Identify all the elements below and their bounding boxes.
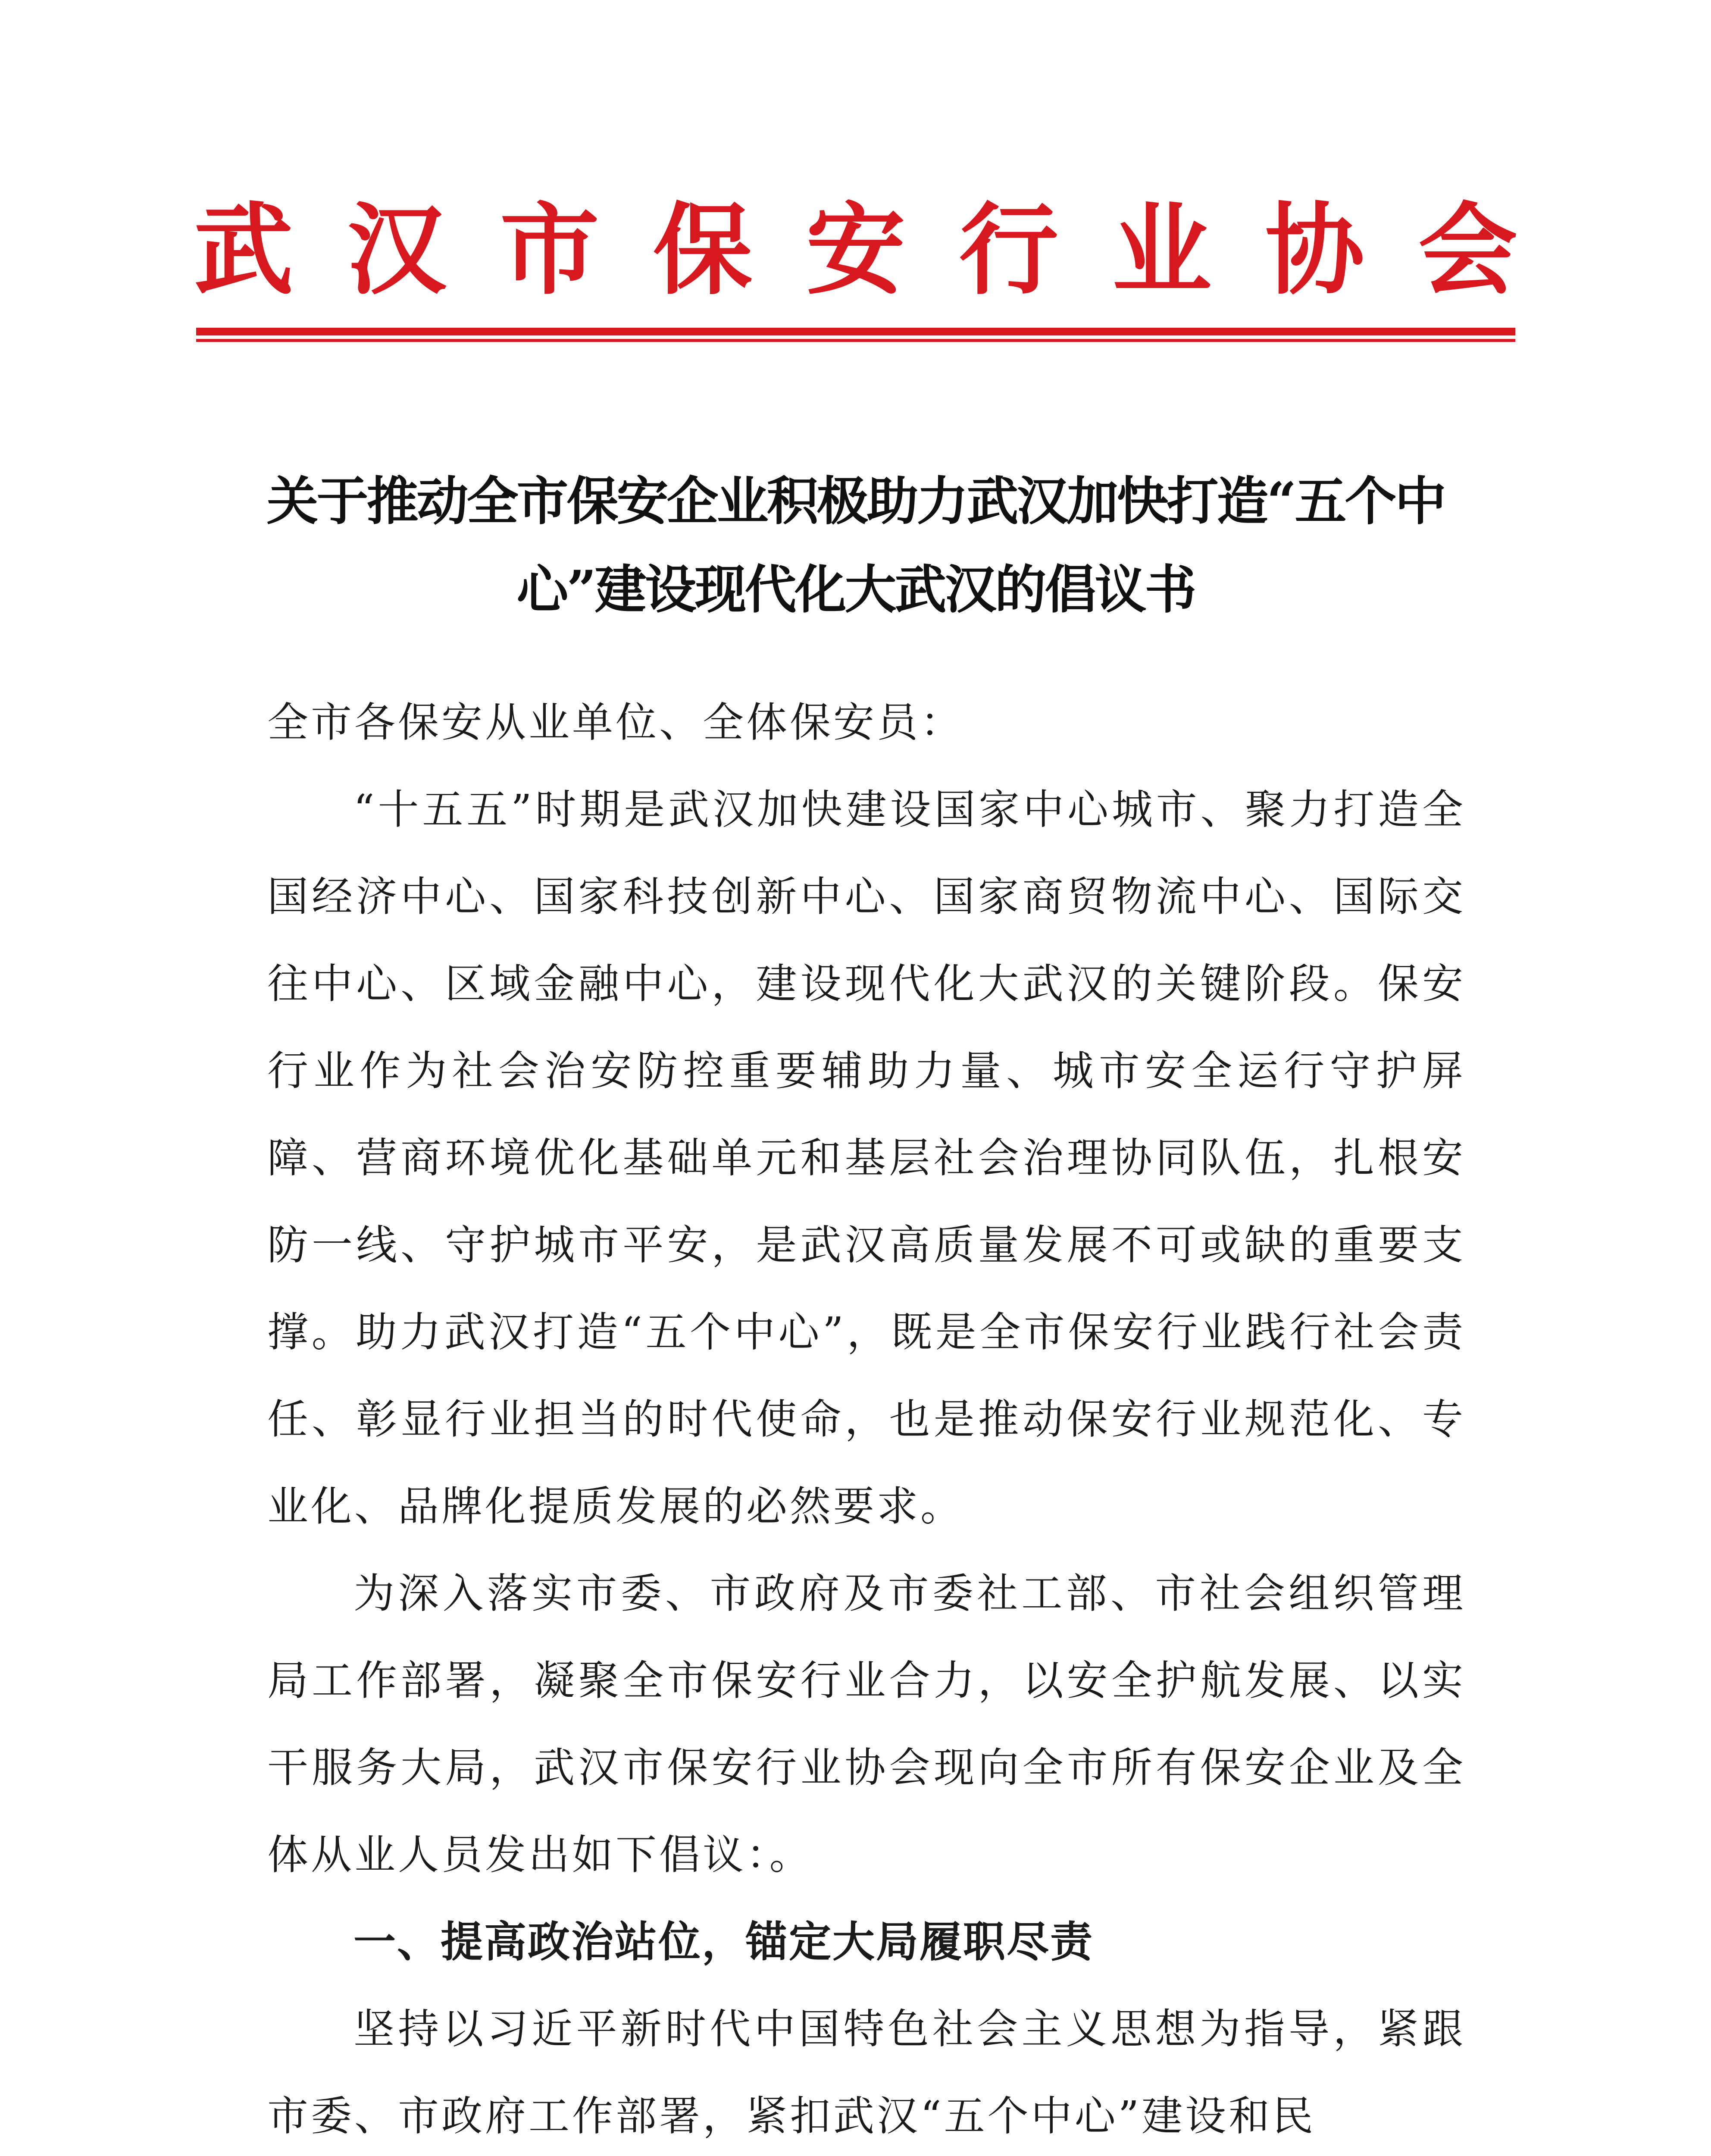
body-paragraph: “十五五”时期是武汉加快建设国家中心城市、聚力打造全国经济中心、国家科技创新中心、国家商贸物流中心、国际交往中心、区域金融中心，建设现代化大武汉的关键阶段。保安行业作为社会治安防控重要辅助力量、城市安全运行守护屏障、营商环境优化基础单元和基层社会治理协同队伍，扎根安防一线、守护城市平安，是武汉高质量发展不可或缺的重要支撑。助力武汉打造“五个中心”，既是全市保安行业践行社会责任、彰显行业担当的时代使命，也是推动保安行业规范化、专业化、品牌化提质发展的必然要求。 — [267, 786, 1466, 1530]
letterhead-char: 协 — [1265, 192, 1364, 308]
salutation: 全市各保安从业单位、全体保安员： — [267, 699, 964, 746]
letterhead-divider-thin — [196, 339, 1515, 342]
letterhead-char: 保 — [653, 192, 752, 308]
section-heading: 一、提高政治站位，锚定大局履职尽责 — [353, 1918, 1094, 1967]
letterhead-char: 会 — [1418, 192, 1517, 308]
letterhead-char: 武 — [194, 192, 294, 308]
body-paragraph: 坚持以习近平新时代中国特色社会主义思想为指导，紧跟市委、市政府工作部署，紧扣武汉“五个中心”建设和民 — [267, 2006, 1466, 2140]
letterhead-char: 行 — [959, 192, 1058, 308]
letterhead-char: 安 — [806, 192, 905, 308]
letterhead-char: 汉 — [347, 192, 446, 308]
letterhead-char: 市 — [500, 192, 599, 308]
document-title: 关于推动全市保安企业积极助力武汉加快打造“五个中心”建设现代化大武汉的倡议书 — [266, 471, 1445, 620]
body-paragraph: 为深入落实市委、市政府及市委社工部、市社会组织管理局工作部署，凝聚全市保安行业合力，以安全护航发展、以实干服务大局，武汉市保安行业协会现向全市所有保安企业及全体从业人员发出如下倡议：。 — [267, 1570, 1466, 1879]
document-body — [267, 679, 1466, 2156]
letterhead-divider-thick — [196, 328, 1515, 335]
letterhead-char: 业 — [1112, 192, 1211, 308]
organization-letterhead — [194, 185, 1517, 315]
